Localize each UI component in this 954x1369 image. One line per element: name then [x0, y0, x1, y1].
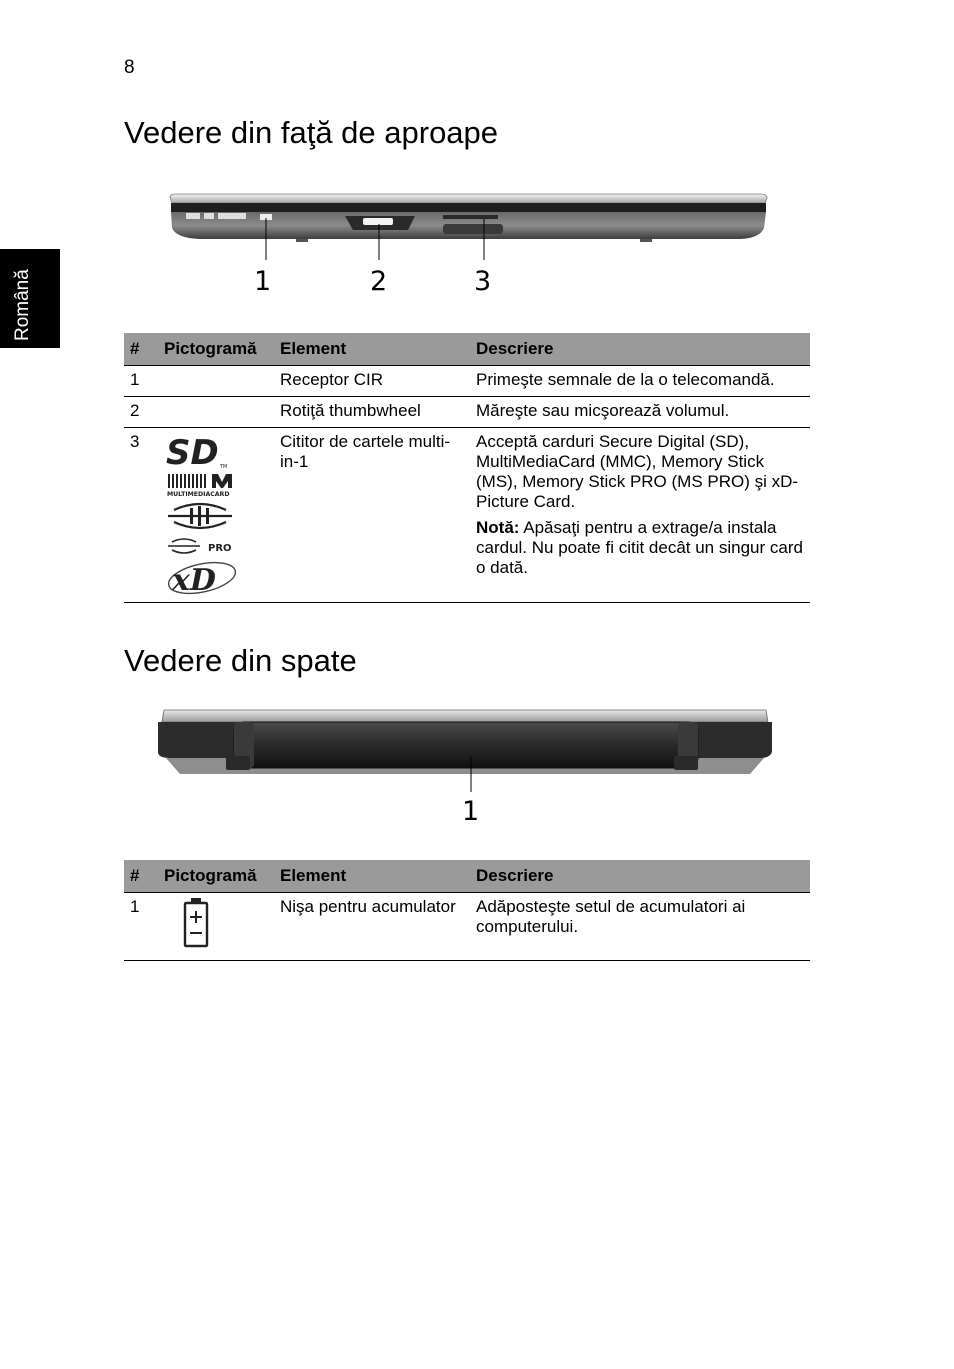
note-text: Apăsaţi pentru a extrage/a instala cardul. Nu poate fi citit decât un singur card o dată. — [476, 518, 803, 577]
header-icon: Pictogramă — [158, 860, 274, 893]
mmc-logo-icon — [164, 472, 236, 498]
header-icon: Pictogramă — [158, 333, 274, 366]
row-element: Nişa pentru acumulator — [274, 893, 470, 961]
row-icon-empty — [158, 366, 274, 397]
table-row — [124, 397, 810, 428]
header-number: # — [124, 333, 158, 366]
table-header-row — [124, 333, 810, 366]
callout-2: 2 — [370, 266, 388, 297]
row-icon — [158, 428, 274, 603]
rear-view-title: Vedere din spate — [124, 643, 357, 678]
row-element: Rotiţă thumbwheel — [274, 397, 470, 428]
row-description: Adăposteşte setul de acumulatori ai computerului. — [470, 893, 810, 961]
table-header-row — [124, 860, 810, 893]
svg-text:xD: xD — [172, 563, 216, 596]
laptop-front-image — [160, 188, 780, 303]
table-row — [124, 893, 810, 961]
table-row — [124, 366, 810, 397]
front-view-title: Vedere din faţă de aproape — [124, 115, 499, 150]
memory-stick-pro-logo-icon — [164, 534, 236, 558]
row-number: 3 — [124, 428, 158, 603]
row-element: Receptor CIR — [274, 366, 470, 397]
svg-text:SD: SD — [166, 434, 219, 470]
callout-3: 3 — [474, 266, 492, 297]
memory-stick-logo-icon — [164, 500, 236, 532]
callout-1: 1 — [462, 796, 480, 827]
callout-1: 1 — [254, 266, 272, 297]
row-note — [476, 518, 804, 578]
note-label: Notă: — [476, 518, 520, 537]
row-description-cell — [470, 428, 810, 603]
header-description: Descriere — [470, 860, 810, 893]
front-view-table — [124, 333, 810, 603]
svg-text:TM: TM — [220, 464, 228, 470]
svg-text:MULTIMEDIACARD: MULTIMEDIACARD — [167, 491, 230, 498]
rear-view-figure — [150, 700, 780, 835]
row-icon-empty — [158, 397, 274, 428]
battery-icon — [164, 897, 224, 949]
sd-card-logo-icon — [164, 434, 234, 470]
row-icon — [158, 893, 274, 961]
header-number: # — [124, 860, 158, 893]
svg-text:PRO: PRO — [208, 543, 232, 554]
language-tab — [0, 249, 60, 348]
page-number: 8 — [124, 57, 135, 78]
table-row — [124, 428, 810, 603]
header-description: Descriere — [470, 333, 810, 366]
language-tab-label: Română — [12, 269, 33, 341]
row-number: 1 — [124, 366, 158, 397]
row-number: 2 — [124, 397, 158, 428]
front-view-figure — [160, 188, 780, 303]
header-element: Element — [274, 333, 470, 366]
header-element: Element — [274, 860, 470, 893]
row-element: Cititor de cartele multi-in-1 — [274, 428, 470, 603]
xd-card-logo-icon — [164, 560, 240, 596]
row-description: Primeşte semnale de la o telecomandă. — [470, 366, 810, 397]
rear-view-table — [124, 860, 810, 961]
row-description: Măreşte sau micşorează volumul. — [470, 397, 810, 428]
row-description: Acceptă carduri Secure Digital (SD), MultiMediaCard (MMC), Memory Stick (MS), Memory Stick PRO (MS PRO) şi xD-Picture Card. — [476, 432, 799, 511]
row-number: 1 — [124, 893, 158, 961]
